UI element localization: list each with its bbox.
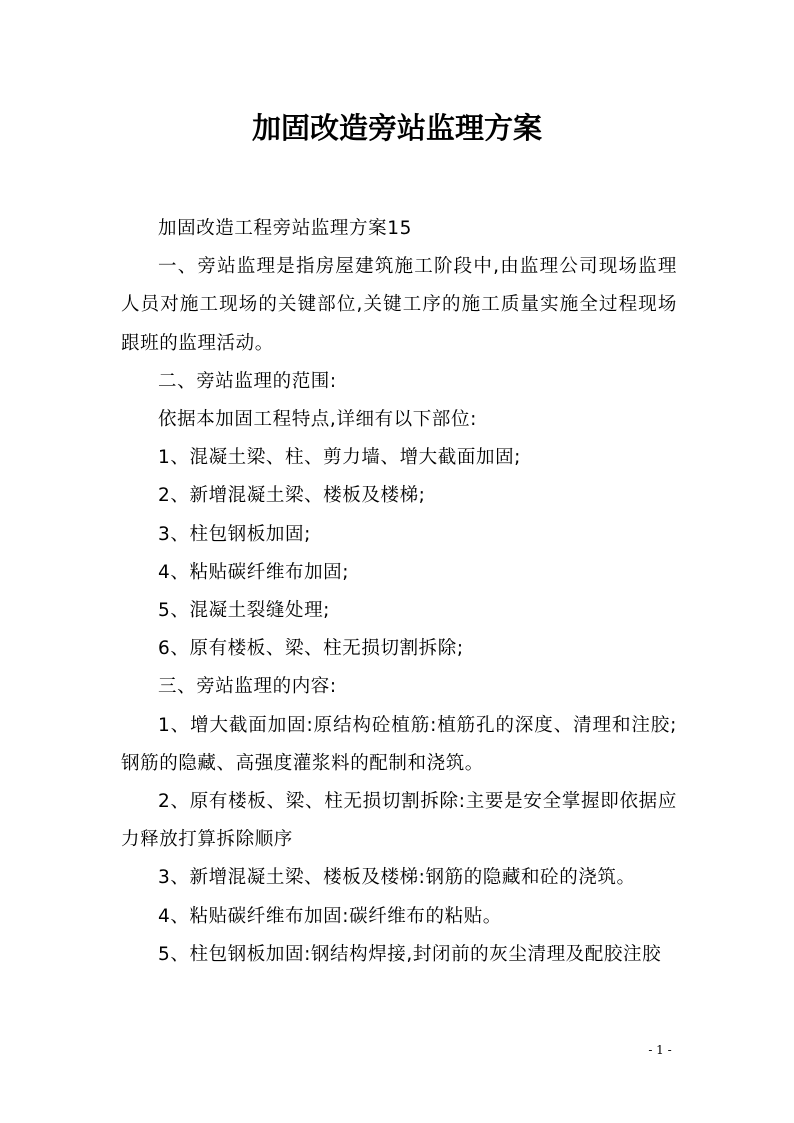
page-number: - 1 - — [648, 1043, 672, 1057]
list-item: 2、原有楼板、梁、柱无损切割拆除:主要是安全掌握即依据应力释放打算拆除顺序 — [121, 791, 677, 851]
list-item: 2、新增混凝土梁、楼板及楼梯; — [158, 485, 426, 507]
list-item: 5、混凝土裂缝处理; — [158, 600, 331, 622]
document-title: 加固改造旁站监理方案 — [251, 111, 542, 145]
paragraph: 二、旁站监理的范围: — [158, 370, 337, 392]
list-item: 5、柱包钢板加固:钢结构焊接,封闭前的灰尘清理及配胶注胶 — [158, 943, 662, 965]
list-item: 4、粘贴碳纤维布加固:碳纤维布的粘贴。 — [158, 905, 502, 927]
paragraph: 三、旁站监理的内容: — [158, 676, 337, 698]
list-item: 4、粘贴碳纤维布加固; — [158, 561, 350, 583]
list-item: 1、混凝土梁、柱、剪力墙、增大截面加固; — [158, 447, 522, 469]
list-item: 3、新增混凝土梁、楼板及楼梯:钢筋的隐藏和砼的浇筑。 — [158, 867, 636, 889]
list-item: 3、柱包钢板加固; — [158, 523, 311, 545]
document-body — [121, 210, 677, 974]
paragraph: 依据本加固工程特点,详细有以下部位: — [158, 409, 477, 431]
list-item: 1、增大截面加固:原结构砼植筋:植筋孔的深度、清理和注胶;钢筋的隐藏、高强度灌浆料的配制和浇筑。 — [121, 714, 677, 774]
list-item: 6、原有楼板、梁、柱无损切割拆除; — [158, 638, 464, 660]
paragraph: 一、旁站监理是指房屋建筑施工阶段中,由监理公司现场监理人员对施工现场的关键部位,关键工序的施工质量实施全过程现场跟班的监理活动。 — [121, 256, 677, 354]
paragraph: 加固改造工程旁站监理方案15 — [158, 218, 412, 239]
